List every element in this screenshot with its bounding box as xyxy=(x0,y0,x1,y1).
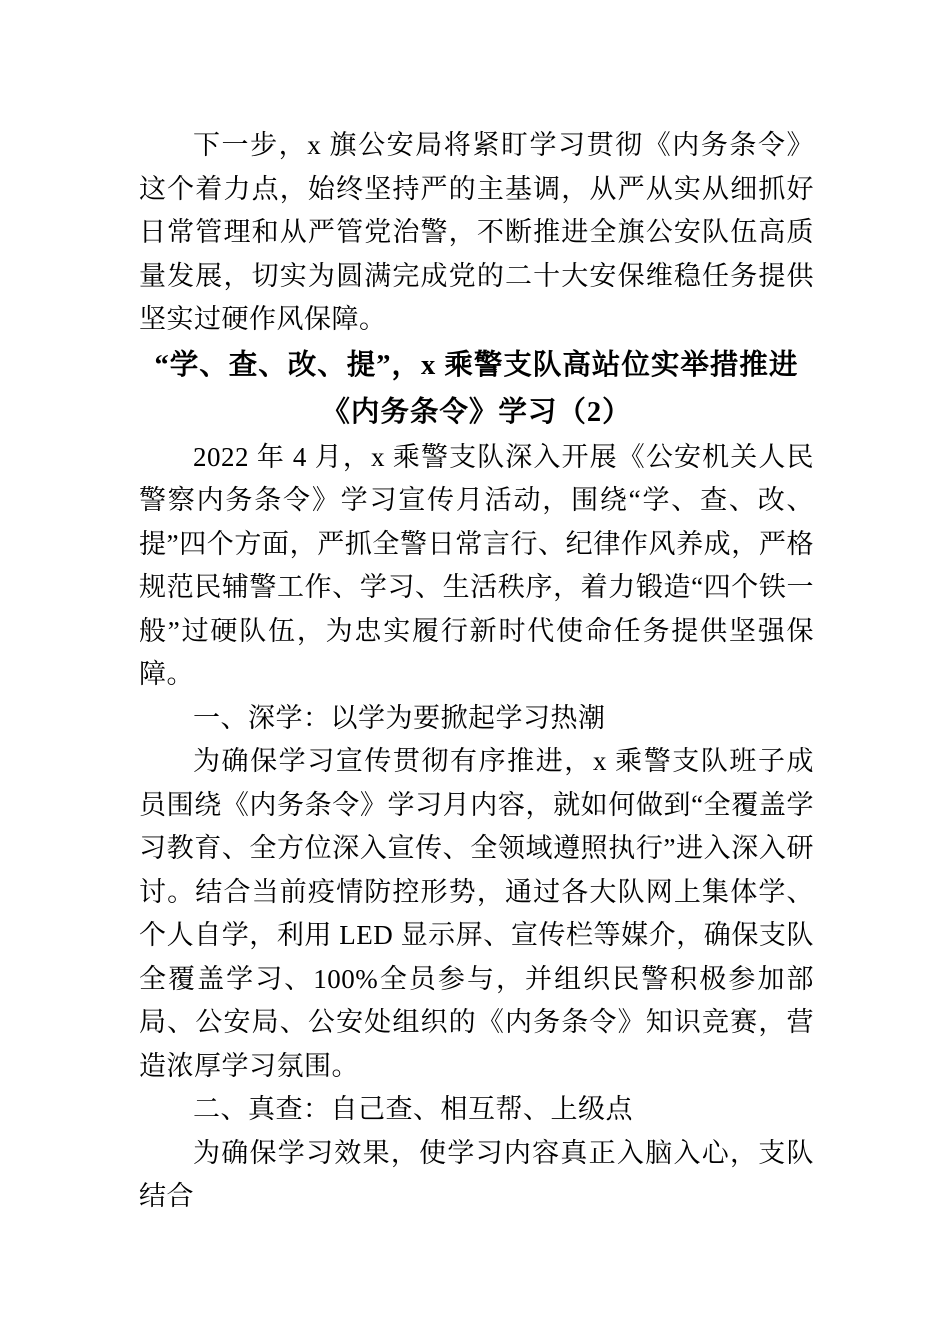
intro-paragraph: 下一步，x 旗公安局将紧盯学习贯彻《内务条令》这个着力点，始终坚持严的主基调，从严从实从细抓好日常管理和从严管党治警，不断推进全旗公安队伍高质量发展，切实为圆满完成党的二十大安保维稳任务提供坚实过硬作风保障。 xyxy=(139,130,814,334)
section-paragraph-1: 为确保学习宣传贯彻有序推进，x 乘警支队班子成员围绕《内务条令》学习月内容，就如何做到“全覆盖学习教育、全方位深入宣传、全领域遵照执行”进入深入研讨。结合当前疫情防控形势，通过各大队网上集体学、个人自学，利用 LED 显示屏、宣传栏等媒介，确保支队全覆盖学习、100%全员参与，并组织民警积极参加部局、公安局、公安处组织的《内务条令》知识竞赛，营造浓厚学习氛围。 xyxy=(139,746,814,1081)
closing-paragraph: 为确保学习效果，使学习内容真正入脑入心，支队结合 xyxy=(139,1137,814,1211)
article-lead-paragraph: 2022 年 4 月，x 乘警支队深入开展《公安机关人民警察内务条令》学习宣传月活动，围绕“学、查、改、提”四个方面，严抓全警日常言行、纪律作风养成，严格规范民辅警工作、学习、生活秩序，着力锻造“四个铁一般”过硬队伍，为忠实履行新时代使命任务提供坚强保障。 xyxy=(139,441,814,689)
section-heading-1: 一、深学：以学为要掀起学习热潮 xyxy=(193,702,606,733)
section-heading-2: 二、真查：自己查、相互帮、上级点 xyxy=(193,1094,633,1124)
article-title: “学、查、改、提”，x 乘警支队高站位实举措推进《内务条令》学习（2） xyxy=(154,349,799,428)
